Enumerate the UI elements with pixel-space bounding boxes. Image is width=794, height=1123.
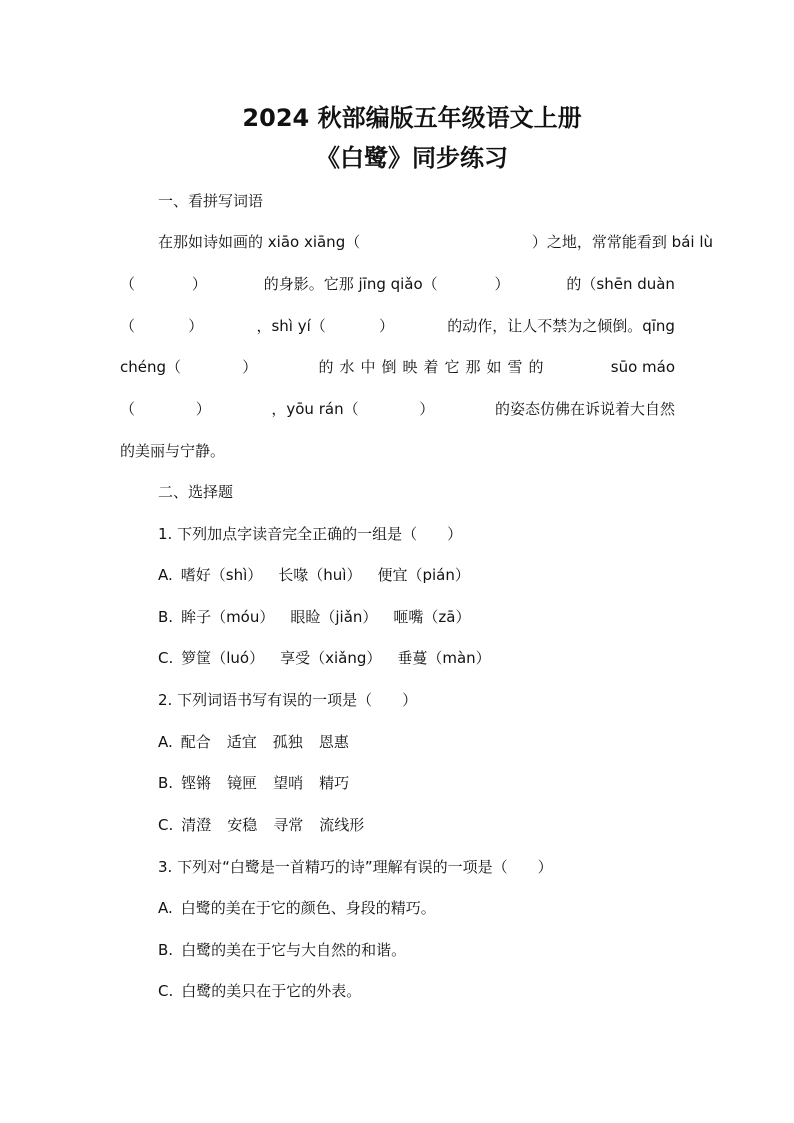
doc-title: 2024 秋部编版五年级语文上册	[242, 104, 582, 132]
q1-option-a: A. 嗜好（shì） 长喙（huì） 便宜（pián）	[158, 566, 470, 584]
q2-option-a: A. 配合 适宜 孤独 恩惠	[158, 733, 349, 751]
doc-subtitle: 《白鹭》同步练习	[316, 144, 508, 172]
pinyin-line-2: （ ） 的身影。它那 jīng qiǎo（ ） 的（shēn duàn	[120, 275, 675, 293]
question-3-stem: 3. 下列对“白鹭是一首精巧的诗”理解有误的一项是（ ）	[158, 858, 553, 876]
q1-option-b: B. 眸子（móu） 眼睑（jiǎn） 咂嘴（zā）	[158, 608, 471, 626]
q3-option-a: A. 白鹭的美在于它的颜色、身段的精巧。	[158, 899, 436, 917]
q1-option-c: C. 箩筐（luó） 享受（xiǎng） 垂蔓（màn）	[158, 649, 491, 667]
pinyin-line-1: 在那如诗如画的 xiāo xiāng（ ）之地，常常能看到 bái lù	[158, 233, 713, 251]
section2-heading: 二、选择题	[158, 483, 234, 501]
question-1-stem: 1. 下列加点字读音完全正确的一组是（ ）	[158, 525, 463, 543]
q2-option-c: C. 清澄 安稳 寻常 流线形	[158, 816, 365, 834]
pinyin-line-4: chéng（ ） 的水中倒映着它那如雪的 sūo máo	[120, 358, 675, 376]
q2-option-b: B. 铿锵 镜匣 望哨 精巧	[158, 774, 350, 792]
pinyin-line-5: （ ） ，yōu rán（ ） 的姿态仿佛在诉说着大自然	[120, 400, 675, 418]
q3-option-b: B. 白鹭的美在于它与大自然的和谐。	[158, 941, 407, 959]
section1-heading: 一、看拼写词语	[158, 192, 264, 210]
question-2-stem: 2. 下列词语书写有误的一项是（ ）	[158, 691, 418, 709]
pinyin-line-3: （ ） ，shì yí（ ） 的动作，让人不禁为之倾倒。qīng	[120, 317, 675, 335]
q3-option-c: C. 白鹭的美只在于它的外表。	[158, 982, 362, 1000]
pinyin-line-6: 的美丽与宁静。	[120, 442, 226, 460]
